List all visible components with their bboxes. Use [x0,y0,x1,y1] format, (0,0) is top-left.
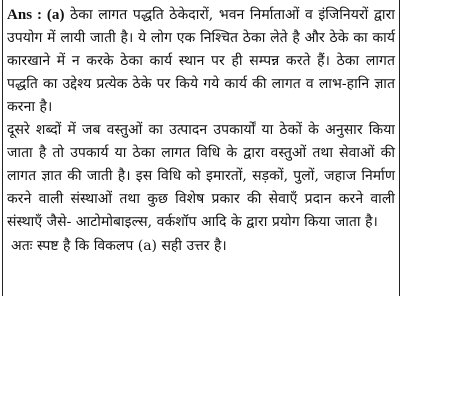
answer-paragraph-1-text: ठेका लागत पद्धति ठेकेदारों, भवन निर्माताओं व इंजिनियरों द्वारा उपयोग में लायी जाती है। ये लोग एक निश्चित ठेका लेते है और ठेके का कार्य कारखाने में न करके ठेका कार्य स्थान पर ही सम्पन्न करते हैं। ठेका लागत पद्धति का उद्देश्य प्रत्येक ठेके पर किये गये कार्य की लागत व लाभ-हानि ज्ञात करना है। [7,7,395,115]
answer-label: Ans : (a) [7,7,65,23]
answer-paragraph-2: दूसरे शब्दों में जब वस्तुओं का उत्पादन उपकार्यों या ठेकों के अनुसार किया जाता है तो उपकार्य या ठेका लागत विधि के द्वारा वस्तुओं तथा सेवाओं की लागत ज्ञात की जाती है। इस विधि को इमारतों, सड़कों, पुलों, जहाज निर्माण करने वाली संस्थाओं तथा कुछ विशेष प्रकार की सेवाएँ प्रदान करने वाली संस्थाएँ जैसे- आटोमोबाइल्स, वर्कशॉप आदि के द्वारा प्रयोग किया जाता है। [7,122,395,230]
answer-box [2,0,400,296]
answer-paragraph-1 [7,4,395,119]
answer-conclusion: अतः स्पष्ट है कि विकलप (a) सही उत्तर है। [11,238,227,254]
